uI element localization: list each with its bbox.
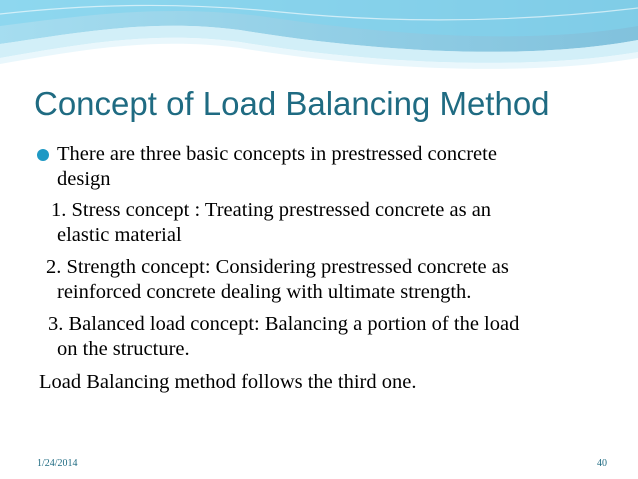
body-line-1: There are three basic concepts in prestressed concrete [57,143,497,165]
body-line-6: reinforced concrete dealing with ultimate strength. [57,281,472,303]
body-line-7: 3. Balanced load concept: Balancing a portion of the load [48,313,520,335]
body-line-9: Load Balancing method follows the third one. [39,371,417,393]
body-line-4: elastic material [57,224,182,246]
body-line-8: on the structure. [57,338,190,360]
body-line-2: design [57,168,111,190]
slide-title: Concept of Load Balancing Method [34,85,550,122]
footer-date: 1/24/2014 [37,458,78,469]
header-wave-decoration [0,0,638,80]
body-line-5: 2. Strength concept: Considering prestressed concrete as [46,256,509,278]
bullet-icon [37,149,49,161]
footer-page-number: 40 [597,458,607,469]
body-line-3: 1. Stress concept : Treating prestressed concrete as an [51,199,492,221]
